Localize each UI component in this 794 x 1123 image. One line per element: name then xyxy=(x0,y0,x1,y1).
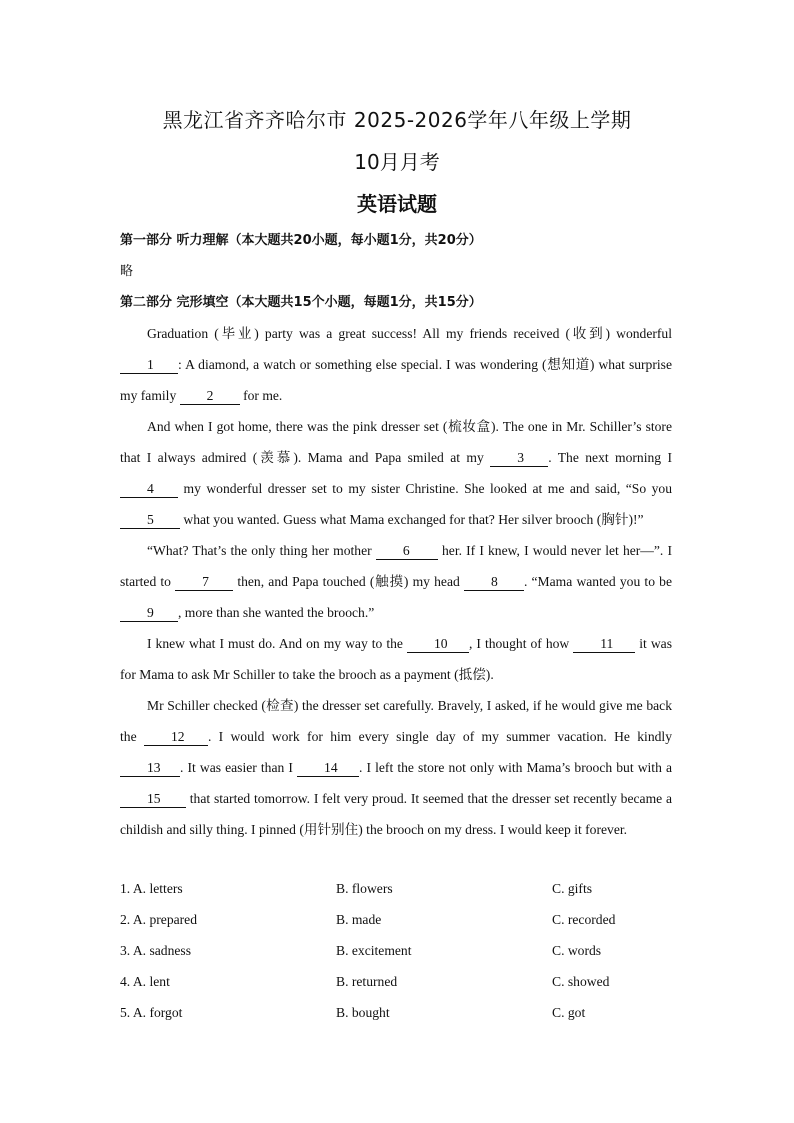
passage-text: : A diamond, a watch or something else special. I was wondering (想知道) what surprise my family xyxy=(120,357,672,403)
cloze-passage xyxy=(120,318,672,845)
part1-heading: 第一部分 听力理解（本大题共20小题，每小题1分，共20分） xyxy=(120,233,482,248)
passage-text: my wonderful dresser set to my sister Christine. She looked at me and said, “So you xyxy=(183,481,673,496)
blank-9[interactable]: 9 xyxy=(120,605,178,622)
blank-3[interactable]: 3 xyxy=(490,450,548,467)
option-row xyxy=(120,1005,680,1036)
exam-title-line2: 10月月考 xyxy=(354,150,440,174)
passage-text: for me. xyxy=(243,388,283,403)
blank-4[interactable]: 4 xyxy=(120,481,178,498)
passage-text: “What? That’s the only thing her mother xyxy=(147,543,372,558)
passage-text: Mr Schiller checked (检查) the dresser set carefully. Bravely, I asked, if he would give me back the xyxy=(120,698,672,744)
option-a[interactable]: 3. A. sadness xyxy=(120,943,191,958)
option-a[interactable]: 4. A. lent xyxy=(120,974,170,989)
passage-paragraph-1 xyxy=(120,318,672,411)
option-c[interactable]: C. words xyxy=(552,943,602,958)
passage-paragraph-2 xyxy=(120,411,672,535)
passage-text: that started tomorrow. I felt very proud. It seemed that the dresser set recently became a childish and silly thing. I pinned (用针别住) the brooch on my dress. I would keep it forever. xyxy=(120,791,672,837)
blank-11[interactable]: 11 xyxy=(573,636,635,653)
exam-subject-title: 英语试题 xyxy=(357,192,437,216)
option-c[interactable]: C. got xyxy=(552,1005,586,1020)
option-c[interactable]: C. gifts xyxy=(552,881,593,896)
answer-options xyxy=(120,881,680,1036)
option-c[interactable]: C. showed xyxy=(552,974,610,989)
blank-1[interactable]: 1 xyxy=(120,357,178,374)
passage-text: I knew what I must do. And on my way to the xyxy=(147,636,403,651)
passage-paragraph-3 xyxy=(120,535,672,628)
passage-text: then, and Papa touched (触摸) my head xyxy=(237,574,460,589)
blank-15[interactable]: 15 xyxy=(120,791,186,808)
part2-heading: 第二部分 完形填空（本大题共15个小题，每题1分，共15分） xyxy=(120,295,482,310)
blank-8[interactable]: 8 xyxy=(464,574,524,591)
option-b[interactable]: B. flowers xyxy=(336,881,393,896)
option-row xyxy=(120,912,680,943)
exam-title-line1: 黑龙江省齐齐哈尔市 2025-2026学年八年级上学期 xyxy=(162,108,632,132)
passage-text: , more than she wanted the brooch.” xyxy=(178,605,375,620)
passage-text: . I left the store not only with Mama’s brooch but with a xyxy=(359,760,672,775)
blank-10[interactable]: 10 xyxy=(407,636,469,653)
option-row xyxy=(120,943,680,974)
passage-text: . I would work for him every single day of my summer vacation. He kindly xyxy=(207,729,673,744)
option-b[interactable]: B. returned xyxy=(336,974,398,989)
passage-paragraph-5 xyxy=(120,690,672,845)
blank-14[interactable]: 14 xyxy=(297,760,359,777)
passage-text: . It was easier than I xyxy=(180,760,293,775)
blank-2[interactable]: 2 xyxy=(180,388,240,405)
passage-text: . “Mama wanted you to be xyxy=(523,574,672,589)
option-b[interactable]: B. bought xyxy=(336,1005,390,1020)
option-a[interactable]: 1. A. letters xyxy=(120,881,183,896)
blank-12[interactable]: 12 xyxy=(144,729,208,746)
passage-text: . The next morning I xyxy=(548,450,672,465)
option-b[interactable]: B. excitement xyxy=(336,943,412,958)
option-c[interactable]: C. recorded xyxy=(552,912,616,927)
blank-7[interactable]: 7 xyxy=(175,574,233,591)
option-row xyxy=(120,974,680,1005)
blank-5[interactable]: 5 xyxy=(120,512,180,529)
passage-text: it was for Mama to ask Mr Schiller to take the brooch as a payment (抵偿). xyxy=(120,636,672,682)
passage-text: what you wanted. Guess what Mama exchanged for that? Her silver brooch (胸针)!” xyxy=(183,512,644,527)
passage-text: her. If I knew, I would never let her—”. I started to xyxy=(120,543,673,589)
option-a[interactable]: 5. A. forgot xyxy=(120,1005,183,1020)
option-b[interactable]: B. made xyxy=(336,912,382,927)
blank-13[interactable]: 13 xyxy=(120,760,180,777)
option-row xyxy=(120,881,680,912)
passage-text: , I thought of how xyxy=(468,636,570,651)
passage-text: Graduation (毕业) party was a great success! All my friends received (收到) wonderful xyxy=(147,326,672,341)
blank-6[interactable]: 6 xyxy=(376,543,438,560)
option-a[interactable]: 2. A. prepared xyxy=(120,912,198,927)
passage-text: And when I got home, there was the pink dresser set (梳妆盒). The one in Mr. Schiller’s store that I always admired (羡慕). Mama and Papa smiled at my xyxy=(120,419,672,465)
part1-content: 略 xyxy=(120,264,134,279)
passage-paragraph-4 xyxy=(120,628,672,690)
